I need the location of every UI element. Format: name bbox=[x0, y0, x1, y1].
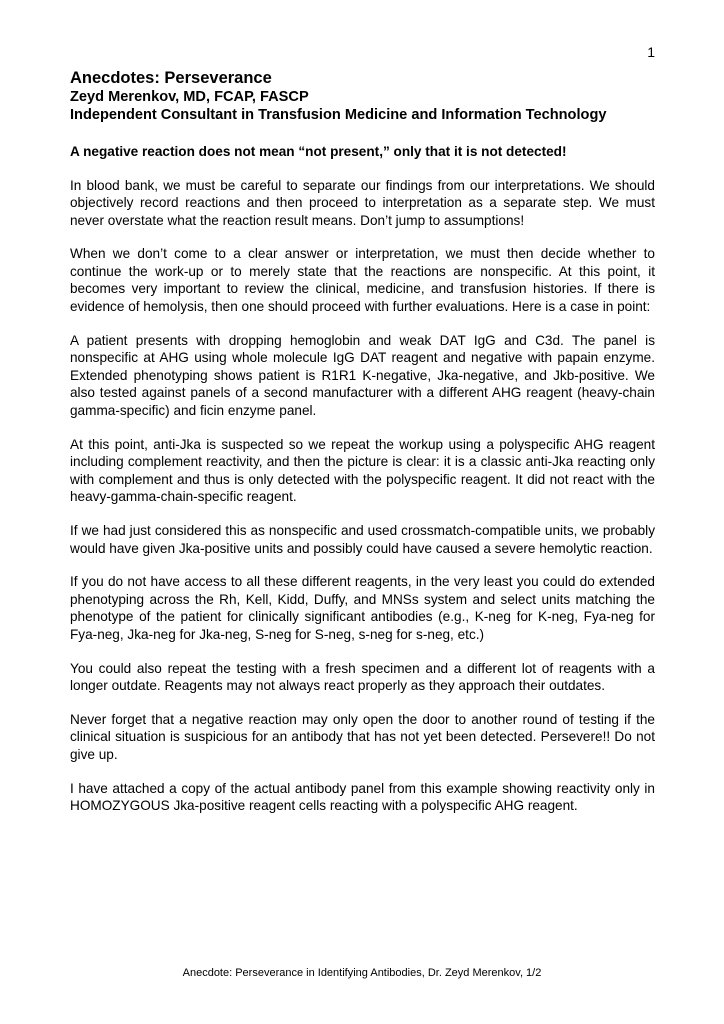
paragraph-anti-jka-suspected: At this point, anti-Jka is suspected so we repeat the workup using a polyspecific AHG reagent including complement reactivity, and then the picture is clear: it is a classic anti-Jka reacting only with complement and thus is only detected with the polyspecific reagent. It did not react with the heavy-gamma-chain-specific reagent. bbox=[70, 436, 655, 505]
document-title: Anecdotes: Perseverance bbox=[70, 69, 272, 87]
paragraph-patient-case: A patient presents with dropping hemoglobin and weak DAT IgG and C3d. The panel is nonspecific at AHG using whole molecule IgG DAT reagent and negative with papain enzyme. Extended phenotyping shows patient is R1R1 K-negative, Jka-negative, and Jkb-positive. We also tested against panels of a second manufacturer with a different AHG reagent (heavy-chain gamma-specific) and ficin enzyme panel. bbox=[70, 332, 655, 419]
author-affiliation: Independent Consultant in Transfusion Medicine and Information Technology bbox=[70, 107, 607, 123]
paragraph-nonspecific-risk: If we had just considered this as nonspecific and used crossmatch-compatible units, we probably would have given Jka-positive units and possibly could have caused a severe hemolytic reaction. bbox=[70, 523, 655, 556]
paragraph-repeat-testing: You could also repeat the testing with a fresh specimen and a different lot of reagents with a longer outdate. Reagents may not always react properly as they approach their outdates. bbox=[70, 660, 655, 694]
paragraph-attached-panel: I have attached a copy of the actual antibody panel from this example showing reactivity only in HOMOZYGOUS Jka-positive reagent cells reacting with a polyspecific AHG reagent. bbox=[70, 780, 655, 814]
paragraph-extended-phenotyping: If you do not have access to all these different reagents, in the very least you could do extended phenotyping across the Rh, Kell, Kidd, Duffy, and MNSs system and select units matching the phenotype of the patient for clinically significant antibodies (e.g., K-neg for K-neg, Fya-neg for Fya-neg, Jka-neg for Jka-neg, S-neg for S-neg, s-neg for s-neg, etc.) bbox=[70, 574, 655, 642]
author-name: Zeyd Merenkov, MD, FCAP, FASCP bbox=[70, 89, 309, 105]
page-number: 1 bbox=[647, 44, 655, 60]
paragraph-persevere: Never forget that a negative reaction may only open the door to another round of testing if the clinical situation is suspicious for an antibody that has not yet been detected. Persevere!! Do not give up. bbox=[70, 711, 655, 762]
paragraph-unclear-answer: When we don’t come to a clear answer or interpretation, we must then decide whether to continue the work-up or to merely state that the reactions are nonspecific. At this point, it becomes very important to review the clinical, medicine, and transfusion histories. If there is evidence of hemolysis, then one should proceed with further evaluations. Here is a case in point: bbox=[70, 246, 655, 315]
paragraph-findings-vs-interpretation: In blood bank, we must be careful to separate our findings from our interpretations. We should objectively record reactions and then proceed to interpretation as a separate step. We must never overstate what the reaction result means. Don’t jump to assumptions! bbox=[70, 177, 655, 228]
page-footer: Anecdote: Perseverance in Identifying Antibodies, Dr. Zeyd Merenkov, 1/2 bbox=[182, 967, 542, 979]
lead-statement: A negative reaction does not mean “not present,” only that it is not detected! bbox=[70, 144, 567, 159]
document-body bbox=[70, 69, 655, 815]
